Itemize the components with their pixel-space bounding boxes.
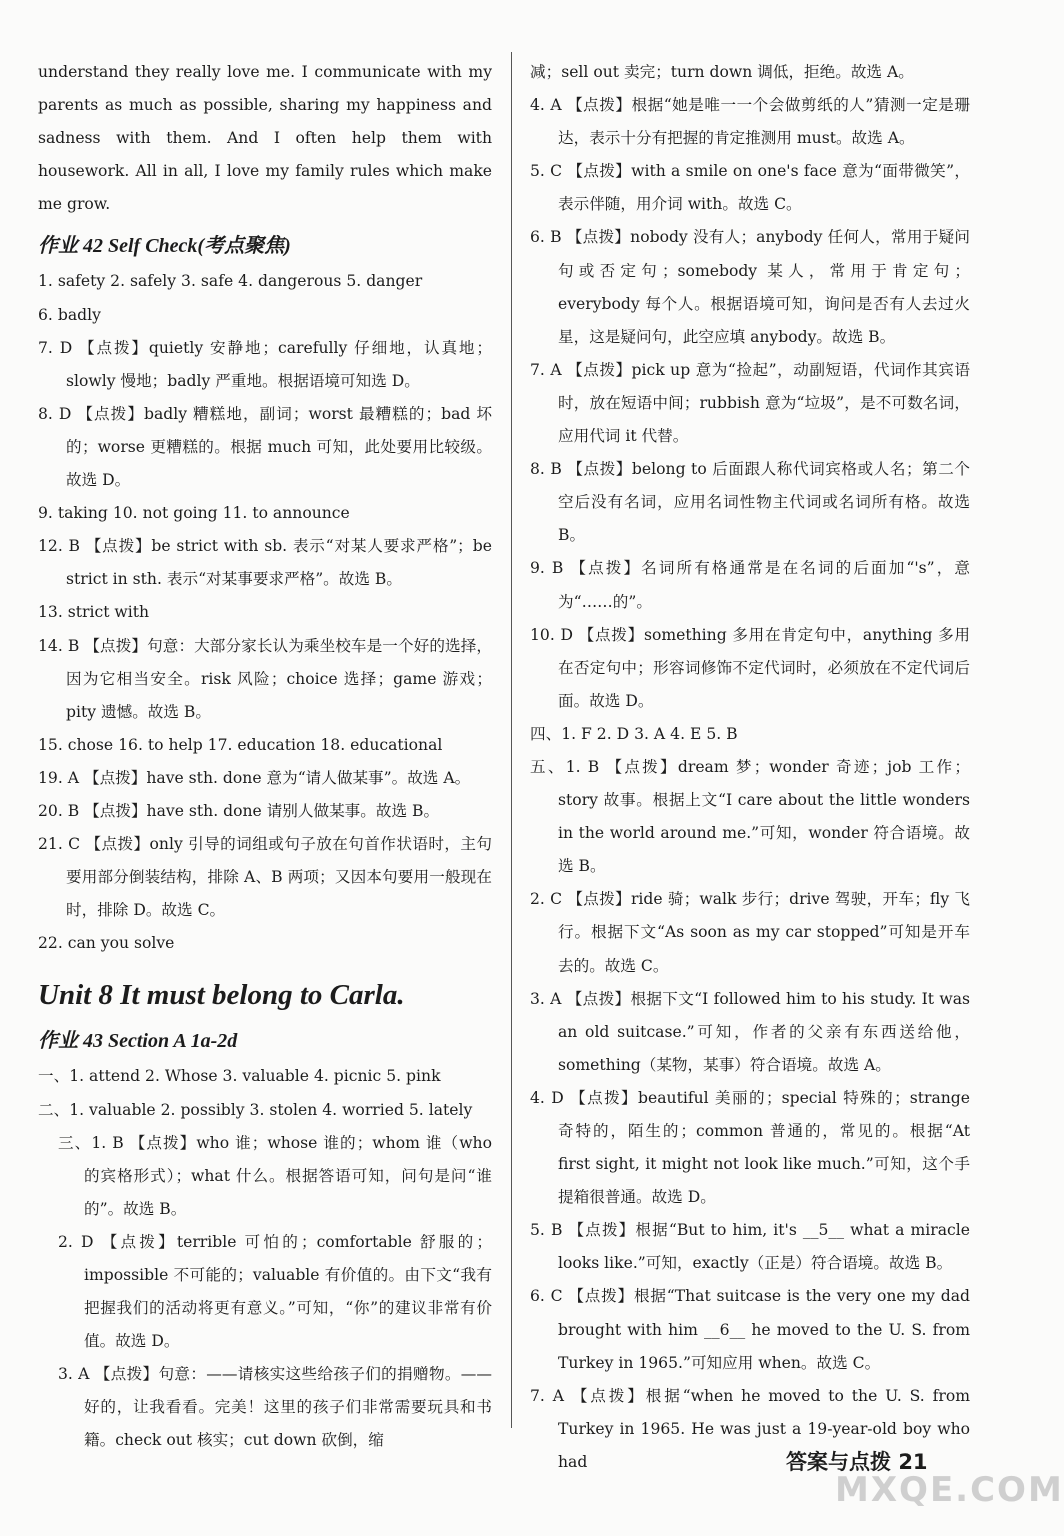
answer-line: 15. chose 16. to help 17. education 18. educational (38, 735, 443, 754)
right-column (530, 56, 970, 1479)
answer-line: 一、1. attend 2. Whose 3. valuable 4. picnic 5. pink (38, 1067, 441, 1086)
answer-line: 14. B 【点拨】句意：大部分家长认为乘坐校车是一个好的选择，因为它相当安全。risk 风险；choice 选择；game 游戏；pity 遗憾。故选 B。 (38, 636, 492, 721)
answer-line: 8. D 【点拨】badly 糟糕地，副词；worst 最糟糕的；bad 坏的；worse 更糟糕的。根据 much 可知，此处要用比较级。故选 D。 (38, 404, 492, 490)
answer-line: 减；sell out 卖完；turn down 调低，拒绝。故选 A。 (530, 63, 914, 81)
answer-line: 五、1. B 【点拨】dream 梦；wonder 奇迹；job 工作；story 故事。根据上文“I care about the little wonders in the world around me.”可知，wonder 符合语境。故选 B。 (530, 757, 970, 876)
answer-line: 21. C 【点拨】only 引导的词组或句子放在句首作状语时，主句要用部分倒装结构，排除 A、B 两项；又因本句要用一般现在时，排除 D。故选 C。 (38, 835, 492, 920)
answer-line: 5. C 【点拨】with a smile on one's face 意为“面带微笑”，表示伴随，用介词 with。故选 C。 (530, 162, 970, 214)
answer-line: 5. B 【点拨】根据“But to him, it's __5__ what a miracle looks like.”可知，exactly（正是）符合语境。故选 B。 (530, 1221, 970, 1273)
answer-line: 2. D 【点拨】terrible 可怕的；comfortable 舒服的；impossible 不可能的；valuable 有价值的。由下文“我有把握我们的活动将更有意义。”可知，“你”的建议非常有价值。故选 D。 (58, 1232, 492, 1351)
answer-line: 8. B 【点拨】belong to 后面跟人称代词宾格或人名；第二个空后没有名词，应用名词性物主代词或名词所有格。故选 B。 (530, 460, 970, 545)
answer-line: 19. A 【点拨】have sth. done 意为“请人做某事”。故选 A。 (38, 768, 471, 787)
answer-line: 7. A 【点拨】pick up 意为“捡起”，动副短语，代词作其宾语时，放在短语中间；rubbish 意为“垃圾”，是不可数名词，应用代词 it 代替。 (530, 360, 970, 446)
answer-line: 13. strict with (38, 603, 150, 622)
answer-line: 9. taking 10. not going 11. to announce (38, 504, 350, 523)
unit-heading: Unit 8 It must belong to Carla. (38, 979, 405, 1012)
page-number: 21 (898, 1450, 928, 1474)
left-column (38, 56, 492, 1458)
answer-line: 3. A 【点拨】根据下文“I followed him to his study. It was an old suitcase.”可知，作者的父亲有东西送给他，something（某物，某事）符合语境。故选 A。 (530, 989, 970, 1074)
answer-line: 6. B 【点拨】nobody 没有人；anybody 任何人，常用于疑问句或否定句；somebody 某人，常用于肯定句；everybody 每个人。根据语境可知，询问是否有人去过火星，这是疑问句，此空应填 anybody。故选 B。 (530, 228, 970, 346)
answer-line: 二、1. valuable 2. possibly 3. stolen 4. worried 5. lately (38, 1100, 473, 1119)
answer-line: 12. B 【点拨】be strict with sb. 表示“对某人要求严格”；be strict in sth. 表示“对某事要求严格”。故选 B。 (38, 537, 492, 589)
answer-line: 22. can you solve (38, 934, 175, 953)
answer-line: 3. A 【点拨】句意：——请核实这些给孩子们的捐赠物。——好的，让我看看。完美！这里的孩子们非常需要玩具和书籍。check out 核实；cut down 砍倒，缩 (58, 1365, 492, 1450)
column-divider (511, 52, 512, 1428)
section-heading: 作业 43 Section A 1a-2d (38, 1030, 238, 1053)
answer-line: 1. safety 2. safely 3. safe 4. dangerous 5. danger (38, 272, 423, 291)
answer-line: 20. B 【点拨】have sth. done 请别人做某事。故选 B。 (38, 801, 440, 820)
answer-line: 9. B 【点拨】名词所有格通常是在名词的后面加“'s”，意为“……的”。 (530, 559, 970, 611)
answer-line: understand they really love me. I communicate with my parents as much as possible, sharing my happiness and sadness with them. And I often help them with housework. All in all, I love my family rules which make me grow. (38, 63, 492, 214)
section-heading: 作业 42 Self Check(考点聚焦) (38, 235, 291, 258)
answer-line: 4. D 【点拨】beautiful 美丽的；special 特殊的；strange 奇特的，陌生的；common 普通的，常见的。根据“At first sight, it might not look like much.”可知，这个手提箱很普通。故选 D。 (530, 1088, 970, 1207)
answer-line: 6. C 【点拨】根据“That suitcase is the very one my dad brought with him __6__ he moved to the U. S. from Turkey in 1965.”可知应用 when。故选 C。 (530, 1287, 970, 1372)
footer-label: 答案与点拨 (786, 1450, 891, 1474)
answer-line: 三、1. B 【点拨】who 谁；whose 谁的；whom 谁（who 的宾格形式）；what 什么。根据答语可知，问句是问“谁的”。故选 B。 (58, 1133, 492, 1218)
answer-line: 7. D 【点拨】quietly 安静地；carefully 仔细地，认真地；slowly 慢地；badly 严重地。根据语境可知选 D。 (38, 338, 492, 390)
answer-line: 6. badly (38, 305, 101, 324)
answer-line: 10. D 【点拨】something 多用在肯定句中，anything 多用在否定句中；形容词修饰不定代词时，必须放在不定代词后面。故选 D。 (530, 625, 970, 710)
answer-line: 7. A 【点拨】根据“when he moved to the U. S. from Turkey in 1965. He was just a 19-year-old boy who had (530, 1386, 970, 1471)
answer-line: 四、1. F 2. D 3. A 4. E 5. B (530, 724, 738, 743)
answer-line: 4. A 【点拨】根据“她是唯一一个会做剪纸的人”猜测一定是珊达，表示十分有把握的肯定推测用 must。故选 A。 (530, 96, 970, 148)
answer-line: 2. C 【点拨】ride 骑；walk 步行；drive 驾驶，开车；fly 飞行。根据下文“As soon as my car stopped”可知是开车去的。故选 C。 (530, 890, 970, 975)
watermark: MXQE.COM (835, 1470, 1064, 1510)
